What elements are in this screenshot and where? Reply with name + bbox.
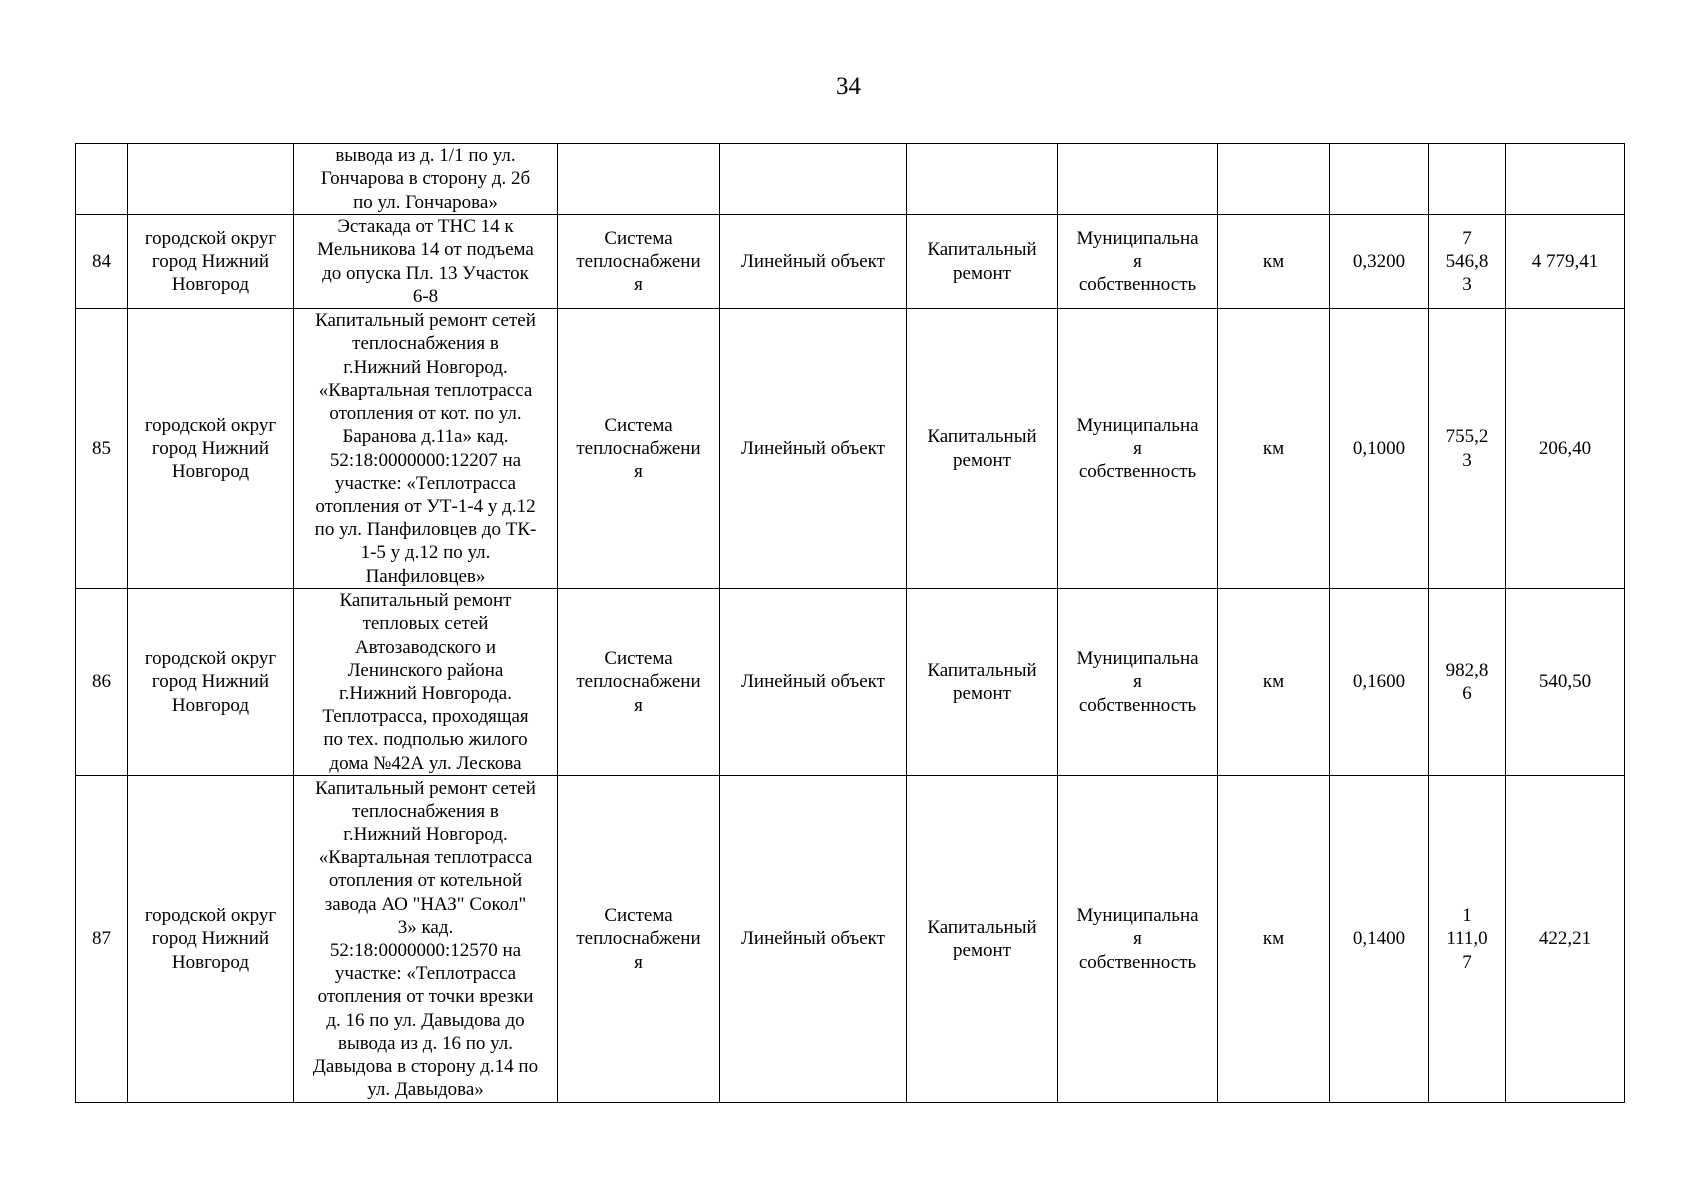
cost-b-cell: 206,40 (1506, 309, 1625, 589)
district-cell: городской округ город Нижний Новгород (128, 589, 294, 776)
work-type-cell (907, 144, 1058, 215)
row-number: 86 (76, 589, 128, 776)
system-cell: Система теплоснабжени я (558, 776, 720, 1103)
system-cell (558, 144, 720, 215)
description-cell: Капитальный ремонт сетей теплоснабжения в г.Нижний Новгород. «Квартальная теплотрасса отопления от кот. по ул. Баранова д.11а» кад. 52:18:0000000:12207 на участке: «Теплотрасса отопления от УТ-1-4 у д.12 по ул. Панфиловцев до ТК- 1-5 у д.12 по ул. Панфиловцев» (294, 309, 558, 589)
object-type-cell (720, 144, 907, 215)
cost-b-cell (1506, 144, 1625, 215)
cost-a-cell: 982,8 6 (1429, 589, 1506, 776)
cost-b-cell: 4 779,41 (1506, 215, 1625, 309)
row-number: 84 (76, 215, 128, 309)
system-cell: Система теплоснабжени я (558, 309, 720, 589)
district-cell: городской округ город Нижний Новгород (128, 776, 294, 1103)
work-type-cell: Капитальный ремонт (907, 215, 1058, 309)
row-number: 85 (76, 309, 128, 589)
description-cell: Капитальный ремонт тепловых сетей Автозаводского и Ленинского района г.Нижний Новгорода. Теплотрасса, проходящая по тех. подполью жилого дома №42А ул. Лескова (294, 589, 558, 776)
unit-cell: км (1218, 589, 1330, 776)
description-cell: вывода из д. 1/1 по ул. Гончарова в сторону д. 2б по ул. Гончарова» (294, 144, 558, 215)
table-row (76, 776, 1625, 1103)
object-type-cell: Линейный объект (720, 776, 907, 1103)
object-type-cell: Линейный объект (720, 309, 907, 589)
quantity-cell: 0,1000 (1330, 309, 1429, 589)
cost-a-cell: 755,2 3 (1429, 309, 1506, 589)
row-number (76, 144, 128, 215)
system-cell: Система теплоснабжени я (558, 589, 720, 776)
ownership-cell: Муниципальна я собственность (1058, 215, 1218, 309)
quantity-cell (1330, 144, 1429, 215)
objects-table (75, 143, 1625, 1103)
ownership-cell: Муниципальна я собственность (1058, 309, 1218, 589)
table-row (76, 215, 1625, 309)
object-type-cell: Линейный объект (720, 215, 907, 309)
cost-b-cell: 422,21 (1506, 776, 1625, 1103)
ownership-cell: Муниципальна я собственность (1058, 776, 1218, 1103)
ownership-cell (1058, 144, 1218, 215)
table-row (76, 144, 1625, 215)
work-type-cell: Капитальный ремонт (907, 589, 1058, 776)
cost-b-cell: 540,50 (1506, 589, 1625, 776)
district-cell: городской округ город Нижний Новгород (128, 215, 294, 309)
system-cell: Система теплоснабжени я (558, 215, 720, 309)
description-cell: Капитальный ремонт сетей теплоснабжения в г.Нижний Новгород. «Квартальная теплотрасса отопления от котельной завода АО "НАЗ" Сокол" 3» кад. 52:18:0000000:12570 на участке: «Теплотрасса отопления от точки врезки д. 16 по ул. Давыдова до вывода из д. 16 по ул. Давыдова в сторону д.14 по ул. Давыдова» (294, 776, 558, 1103)
quantity-cell: 0,1600 (1330, 589, 1429, 776)
unit-cell: км (1218, 309, 1330, 589)
cost-a-cell: 7 546,8 3 (1429, 215, 1506, 309)
ownership-cell: Муниципальна я собственность (1058, 589, 1218, 776)
table-row (76, 589, 1625, 776)
district-cell: городской округ город Нижний Новгород (128, 309, 294, 589)
row-number: 87 (76, 776, 128, 1103)
page-number: 34 (836, 73, 861, 100)
cost-a-cell: 1 111,0 7 (1429, 776, 1506, 1103)
unit-cell: км (1218, 776, 1330, 1103)
object-type-cell: Линейный объект (720, 589, 907, 776)
quantity-cell: 0,1400 (1330, 776, 1429, 1103)
description-cell: Эстакада от ТНС 14 к Мельникова 14 от подъема до опуска Пл. 13 Участок 6-8 (294, 215, 558, 309)
district-cell (128, 144, 294, 215)
work-type-cell: Капитальный ремонт (907, 309, 1058, 589)
table-row (76, 309, 1625, 589)
quantity-cell: 0,3200 (1330, 215, 1429, 309)
work-type-cell: Капитальный ремонт (907, 776, 1058, 1103)
unit-cell: км (1218, 215, 1330, 309)
cost-a-cell (1429, 144, 1506, 215)
unit-cell (1218, 144, 1330, 215)
